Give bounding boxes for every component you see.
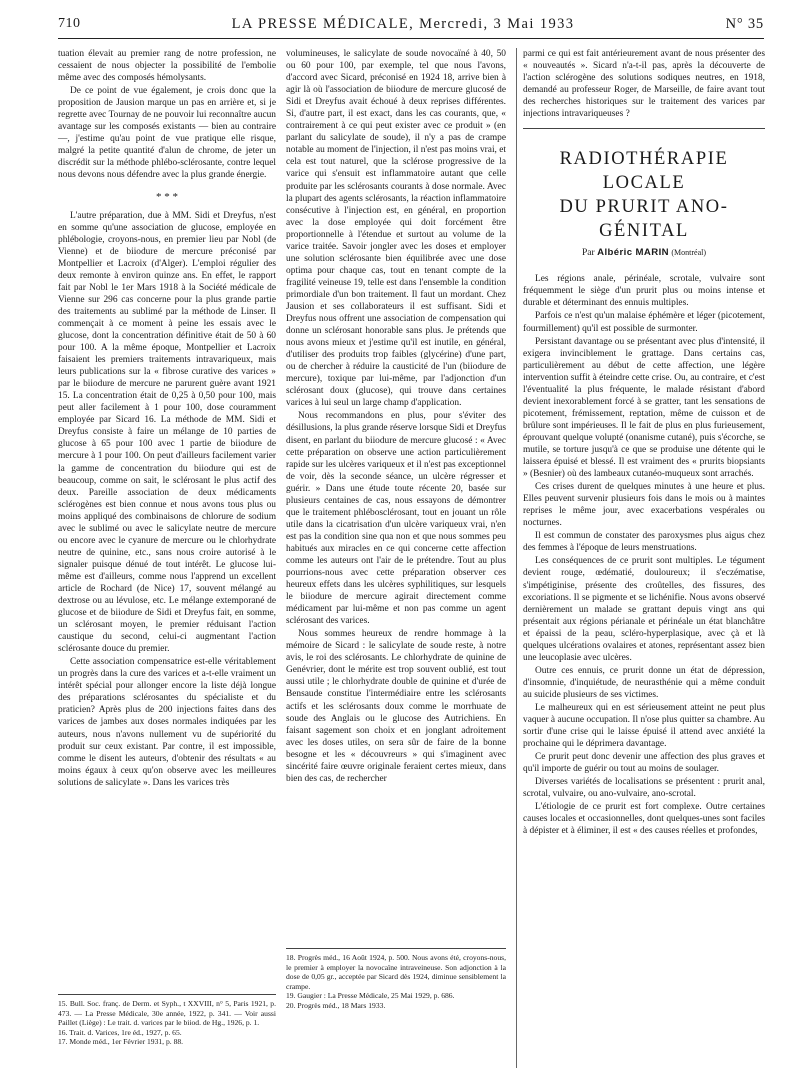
page-number: 710 [58, 16, 81, 31]
paragraph: De ce point de vue également, je crois donc que la proposition de Jausion marque un pas en arrière et, si je regrette avec Tournay de ne pouvoir lui reconnaître aucun avantage sur les composés existants — bien au contraire —, j'estime qu'au point de vue pratique elle risque, malgré la petite quantité d'alun de chrome, de jeter un discrédit sur la méthode phlébo-sclérosante, contre lequel nous devons nous défendre avec la plus grande énergie. [58, 86, 276, 181]
author-name: Albéric MARIN [597, 247, 669, 259]
paragraph: Cette association compensatrice est-elle véritablement un progrès dans la cure des varices et a-t-elle vraiment un intérêt spécial pour allonger encore la liste déjà longue des préparations sclérosantes du spécialiste et du praticien? Après plus de 200 injections faites dans des varices de jambes aux doses normales indiquées par les auteurs, nous n'avons nullement vu de supériorité du produit sur ceux existant. Par contre, il est impossible, comme le disent les auteurs, d'obtenir des résultats « au moins égaux à ceux qu'on observe avec les meilleures solutions de salicylate ». Dans les varices très [58, 657, 276, 788]
paragraph: parmi ce qui est fait antérieurement avant de nous présenter des « nouveautés ». Sicard n'a-t-il pas, après la découverte de l'action sclérogène des solutions sodiques neutres, en 1918, demandé au professeur Roger, de Marseille, de faire avant tout des recherches historiques sur le traitement des varices par injections intravariqueuses ? [523, 49, 765, 120]
author-affiliation: (Montréal) [671, 248, 707, 258]
paragraph: Nous sommes heureux de rendre hommage à la mémoire de Sicard : le salicylate de soude reste, à notre avis, le roi des sclérosants. Le chlorhydrate de quinine de Genévrier, dont le mérite est trop souvent oublié, est tout aussi utile ; le chlorhydrate double de quinine et d'urée de Bensaude constitue l'intermédiaire entre les sclérosants actifs et les sclérosants doux comme le morrhuate de soude des Anglais ou le glucose des Autrichiens. En faisant sagement son choix et en jonglant adroitement avec les doses utiles, on sera sûr de faire de la bonne besogne et les « découvreurs » qui s'imaginent avec sincérité faire œuvre originale feraient certes mieux, dans bien des cas, de rechercher [286, 629, 506, 784]
paragraph: Outre ces ennuis, ce prurit donne un état de dépression, d'insomnie, d'inquiétude, de neurasthénie qui a même conduit au suicide plusieurs de ses victimes. [523, 665, 765, 700]
paragraph: Persistant davantage ou se présentant avec plus d'intensité, il exigera invinciblement le grattage. Dans certains cas, particulièrement au début de cette affection, une légère intervention suffit à éteindre cette crise. Ou, au contraire, et c'est l'éventualité la plus fréquente, le malade résistant d'abord devient inexorablement forcé à se gratter, tant les sensations de picotement, frémissement, reptation, même de cuisson et de brûlure sont impérieuses. Il le fait de plus en plus furieusement, éprouvant quelque volupté (onanisme cutané), puis s'écorche, se mutile, se torture jusqu'à ce que se produise une détente qui le laissera épuisé et blessé. Il est vraiment des « prurits biopsiants » (Besnier) où des lambeaux cutanéo-muqueux sont arrachés. [523, 336, 765, 480]
column-middle [286, 48, 506, 840]
article-separator [523, 128, 765, 129]
byline [523, 247, 765, 259]
footnote: 17. Monde méd., 1er Février 1931, p. 88. [58, 1037, 184, 1047]
paragraph: Le malheureux qui en est sérieusement atteint ne peut plus vaquer à aucune occupation. Il n'ose plus quitter sa chambre. Au sortir d'une crise qui le laisse épuisé il attend avec anxiété la prochaine qui le déprimera davantage. [523, 702, 765, 750]
footnotes-middle [286, 948, 506, 1011]
article-title [523, 147, 765, 243]
footnote: 19. Gaugier : La Presse Médicale, 25 Mai 1929, p. 686. [286, 991, 455, 1001]
paragraph: L'étiologie de ce prurit est fort complexe. Outre certaines causes locales et occasionnelles, dont quelques-unes sont faciles à dépister et à éliminer, il est « des causes réelles et profondes, [523, 802, 765, 837]
paragraph: volumineuses, le salicylate de soude novocaïné à 40, 50 ou 60 pour 100, par exemple, tel que nous l'avons, d'accord avec Sicard, préconisé en 1924 18, arrive bien à agir là où l'association de biiodure de mercure glucosé de Sidi et Dreyfus avait échoué à deux reprises différentes. Si, d'autre part, il est exact, dans les cas courants, que, « contrairement à ce qui peut exister avec ce produit » (en parlant du salicylate de soude), il n'y a pas de crampe notable au moment de l'injection, il n'est pas moins vrai, et cela est tout naturel, que la sclérose progressive de la varice qui s'ensuit est inflammatoire autant que celle produite par les sclérosants courants à dose normale. Avec la plupart des agents sclérosants, la réaction inflammatoire consécutive à l'injection est, en général, en proportion avec la dose employée qui doit forcément être proportionnelle à l'étendue et surtout au volume de la varice traitée. Savoir jongler avec les doses et employer une solution sclérosante bien équilibrée avec une dose optima pour chaque cas, tout en tenant compte de la fragilité veineuse 19, telle est dans l'ensemble la condition primordiale d'un bon traitement. Il faut un mordant. Chez Jausion et ses collaborateurs il est suffisant. Sidi et Dreyfus nous offrent une association de compensation qui donne un sclérosant honorable sans plus. Je prétends que nous avons mieux et j'estime qu'il est inutile, en général, d'utiliser des produits trop faibles (glycérine) d'une part, ou de chercher à réduire la causticité de l'un (biiodure de mercure), toxique par lui-même, par l'adjonction d'un sclérosant doux (glucose), qui trouve dans certaines varices à lui seul un large champ d'application. [286, 49, 506, 409]
article-title-line: RADIOTHÉRAPIE LOCALE [559, 149, 729, 194]
paragraph: Ces crises durent de quelques minutes à une heure et plus. Elles peuvent survenir plusieurs fois dans le mois ou à maintes reprises le même jour, avec exacerbations vespérales ou nocturnes. [523, 482, 765, 529]
footnotes-left [58, 994, 276, 1047]
article-title-line: DU PRURIT ANO-GÉNITAL [559, 197, 729, 242]
paragraph: Il est commun de constater des paroxysmes plus aigus chez des femmes à l'époque de leurs menstruations. [523, 531, 765, 554]
byline-prefix: Par [581, 247, 595, 259]
paragraph: Ce prurit peut donc devenir une affection des plus graves et qu'il importe de guérir ou tout au moins de soulager. [523, 752, 765, 775]
paragraph: L'autre préparation, due à MM. Sidi et Dreyfus, n'est en somme qu'une association de glucose, employée en phlébologie, croyons-nous, en premier lieu par Nobl (de Vienne) et de biiodure de mercure préconisé par Montpellier et Lacroix (d'Alger). L'emploi régulier des deux remonte à environ quinze ans. En effet, le rapport fait par Nobl le 1er Mars 1918 à la Société médicale de Vienne sur 296 cas concerne pour la plus grande partie des traitements au sublimé par la méthode de Linser. Il commençait à ce moment à peine les essais avec le glucose, dont la concentration définitive était de 50 à 60 pour 100. A la même époque, Montpellier et Lacroix faisaient les premiers traitements intravariqueux, mais leurs publications sur la « fibrose curative des varices » par le biiodure de mercure ne parurent guère avant 1921 15. La concentration était de 0,25 à 0,50 pour 100, mais peut aller facilement à 1 pour 100, dose couramment employée par Sicard 16. La méthode de MM. Sidi et Dreyfus consiste à faire un mélange de 10 parties de glucose à 65 pour 100 avec 1 partie de biiodure de mercure à 1 pour 100. On peut d'ailleurs facilement varier la gamme de concentration du biiodure qui est de beaucoup, comme on sait, le sclérosant le plus actif des deux. Pareille association de deux médicaments sclérogènes est bien connue et nous avons tous plus ou moins appliqué des combinaisons de chlorure de sodium avec le sublimé ou avec le salicylate neutre de mercure ou encore avec le cyanure de mercure ou le chlorhydrate neutre de quinine, etc., sans nous croire autorisé à le signaler puisque dénué de tout intérêt. Le glucose lui-même est d'ailleurs, comme nous l'apprend un excellent article de Rochard (de Nice) 17, souvent mélangé au dextrose ou au lévulose, etc. Le mélange extemporané de glucose et de biiodure de Sidi et Dreyfus fait, en somme, un sclérosant moyen, le premier réduisant l'action caustique du second, celui-ci augmentant l'action sclérosante douce du premier. [58, 210, 276, 655]
paragraph: Parfois ce n'est qu'un malaise éphémère et léger (picotement, fourmillement) qu'il est possible de surmonter. [523, 311, 765, 334]
issue-number: N° 35 [725, 15, 764, 32]
footnote: 16. Trait. d. Varices, 1re éd., 1927, p. 65. [58, 1027, 182, 1037]
column-left [58, 48, 276, 883]
paragraph: Nous recommandons en plus, pour s'éviter des désillusions, la plus grande réserve lorsque Sidi et Dreyfus disent, en parlant du biiodure de mercure glucosé : « Avec cette préparation on observe une action particulièrement rapide sur les ulcères variqueux et il n'est pas exceptionnel de voir, dès la seconde séance, un ulcère régresser et guérir. » Dans une étude toute récente 20, basée sur plusieurs centaines de cas, nous essayons de démontrer que le traitement phlébosclérosant, tout en jouant un rôle utile dans la cicatrisation d'un ulcère variqueux vrai, n'en est pas la condition sine qua non et que nous sommes peu habitués aux miracles en ce qui concerne cette affection comme les auteurs ont l'air de le prétendre. Tout au plus pourrions-nous avec cette préparation observer ces heureux effets dans les ulcères syphilitiques, sur lesquels le biiodure de mercure agirait directement comme médicament par lui-même et non pas comme un agent sclérosant des varices. [286, 411, 507, 627]
section-asterism: * * * [156, 190, 178, 203]
paragraph: tuation élevait au premier rang de notre profession, ne cessaient de nous objecter la possibilité de l'embolie même avec des composés hémolysants. [58, 49, 276, 84]
paragraph: Les régions anale, périnéale, scrotale, vulvaire sont fréquemment le siège d'un prurit plus ou moins intense et durable et déterminant des ennuis multiples. [523, 274, 765, 309]
journal-title: LA PRESSE MÉDICALE, Mercredi, 3 Mai 1933 [231, 15, 575, 32]
footnote: 20. Progrès méd., 18 Mars 1933. [286, 1000, 386, 1010]
footnote: 15. Bull. Soc. franç. de Derm. et Syph., t XXVIII, n° 5, Paris 1921, p. 473. — La Presse Médicale, 30e année, 1922, p. 341. — Voir aussi Paillet (Liège) : Le trait. d. varices par le biiod. de Hg., 1926, p. 1. [58, 999, 276, 1028]
page-header [58, 10, 764, 39]
paragraph: Les conséquences de ce prurit sont multiples. Le tégument devient rouge, œdématié, douloureux; il s'eczématise, s'impétiginise, présente des croûtelles, des fissures, des excoriations. Il se pigmente et se lichénifie. Nous avons observé dernièrement un malade se grattant depuis vingt ans qui présentait aux régions périanale et périnéale un état blanchâtre et épaissi de la peau, scléro-hyperplasique, avec çà et là quelques ulcérations ovalaires et atones, représentant assez bien une leucoplasie avec ulcères. [523, 556, 765, 663]
column-right [523, 48, 765, 1068]
footnote: 18. Progrès méd., 16 Août 1924, p. 500. Nous avons été, croyons-nous, le premier à employer la novocaïne intraveineuse. Son adjonction à la dose de 0,05 gr., acceptée par Sicard dès 1924, diminue sensiblement la crampe. [286, 953, 506, 991]
paragraph: Diverses variétés de localisations se présentent : prurit anal, scrotal, vulvaire, ou ano-vulvaire, ano-scrotal. [523, 777, 765, 800]
column-divider [516, 48, 517, 1068]
